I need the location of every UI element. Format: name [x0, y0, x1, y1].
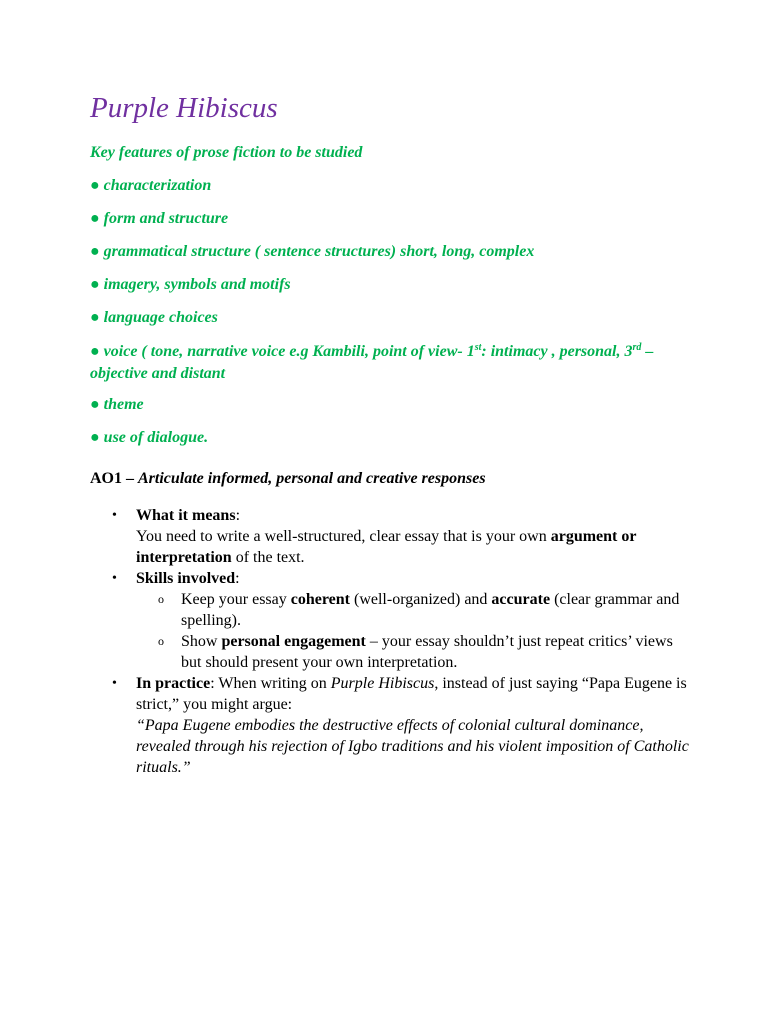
sublist-item: o Keep your essay coherent (well-organized) and accurate (clear grammar and spelling). [158, 591, 680, 629]
feature-item: ● grammatical structure ( sentence structures) short, long, complex [90, 243, 535, 260]
feature-item: ● theme [90, 396, 144, 413]
feature-item: ● characterization [90, 177, 212, 194]
bullet-icon: • [112, 676, 117, 691]
circle-bullet-icon: o [158, 592, 164, 606]
ao1-bullet-list [112, 505, 692, 778]
feature-item-voice: ● voice ( tone, narrative voice e.g Kambili, point of view- 1st: intimacy , personal, 3rd – objective and distant [90, 342, 654, 382]
skills-sublist [136, 589, 692, 673]
page-title: Purple Hibiscus [90, 92, 278, 124]
feature-item: ● language choices [90, 309, 218, 326]
list-item-skills-involved: • Skills involved: o Keep your essay coherent (well-organized) and accurate (clear grammar and spelling). o Show personal engagement – your essay shouldn’t just repeat critics’ views but should present your own interpretation. [112, 568, 692, 673]
sublist-item: o Show personal engagement – your essay shouldn’t just repeat critics’ views but should present your own interpretation. [158, 633, 673, 671]
feature-item: ● imagery, symbols and motifs [90, 276, 291, 293]
feature-item: ● form and structure [90, 210, 229, 227]
circle-bullet-icon: o [158, 634, 164, 648]
bullet-icon: • [112, 508, 117, 523]
example-quote: “Papa Eugene embodies the destructive effects of colonial cultural dominance, revealed through his rejection of Igbo traditions and his violent imposition of Catholic rituals.” [136, 717, 689, 776]
key-features-heading: Key features of prose fiction to be studied [90, 144, 363, 161]
list-item-in-practice: • In practice: When writing on Purple Hibiscus, instead of just saying “Papa Eugene is strict,” you might argue: “Papa Eugene embodies the destructive effects of colonial cultural dominance, revealed through his rejection of Igbo traditions and his violent imposition of Catholic rituals.” [112, 675, 689, 776]
feature-item: ● use of dialogue. [90, 429, 209, 446]
bullet-icon: • [112, 571, 117, 586]
ao1-heading: AO1 – Articulate informed, personal and creative responses [90, 470, 486, 487]
list-item-what-it-means: • What it means: You need to write a well-structured, clear essay that is your own argument or interpretation of the text. [112, 507, 637, 566]
